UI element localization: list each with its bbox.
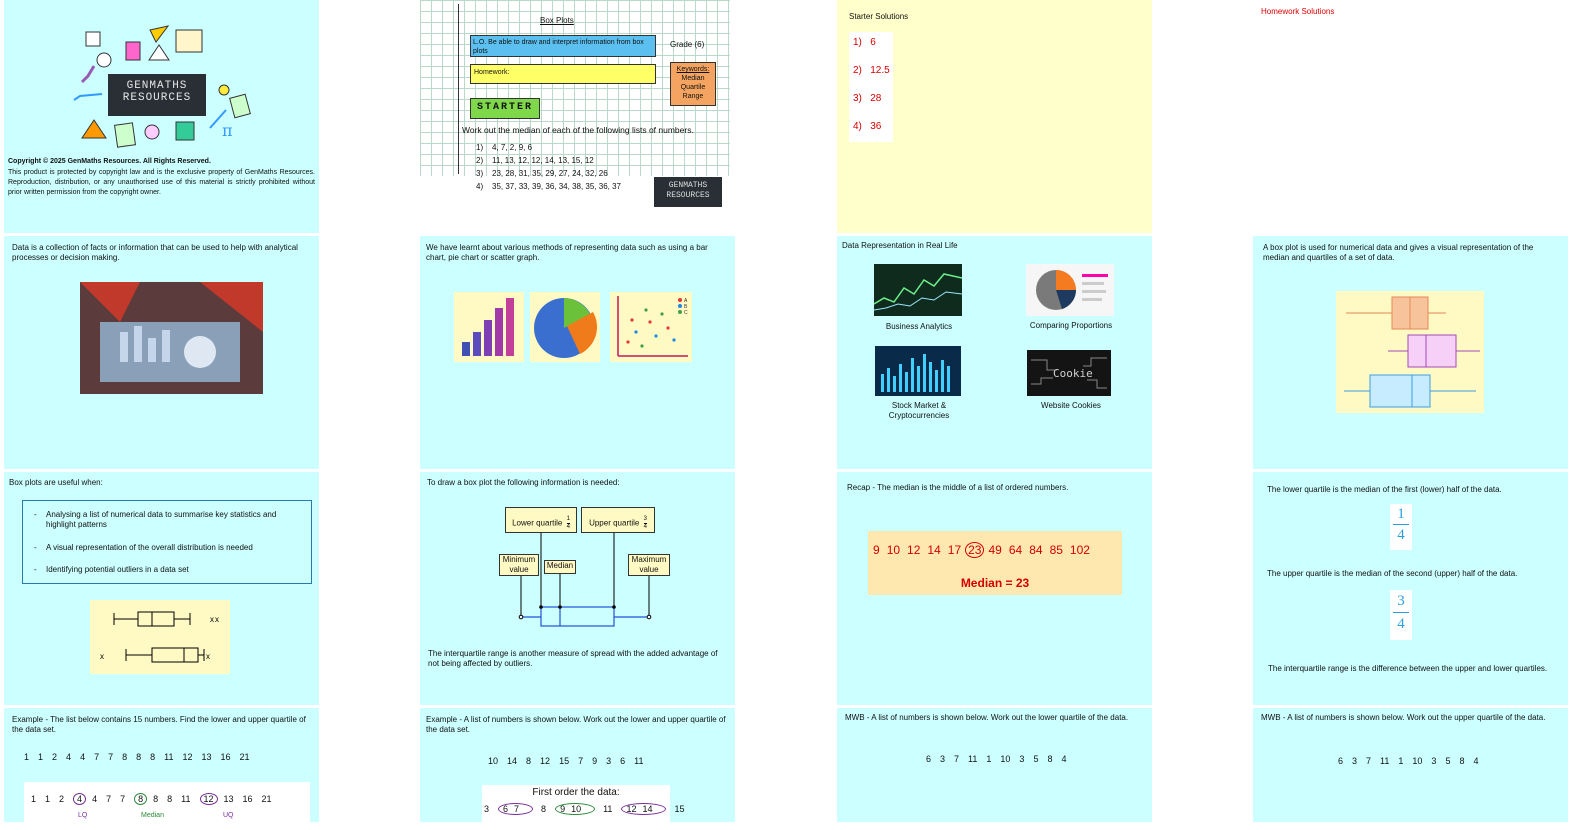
uq-circled: 12 bbox=[200, 793, 218, 805]
homework-box: Homework: bbox=[470, 64, 656, 84]
slide-median-recap bbox=[837, 472, 1152, 705]
homework-solutions-title: Homework Solutions bbox=[1261, 7, 1335, 16]
question-3: 3) 23, 28, 31, 35, 29, 27, 24, 32, 26 bbox=[476, 169, 608, 178]
bullet-2: - bbox=[34, 543, 37, 552]
comparing-proportions-image bbox=[1026, 264, 1114, 316]
lesson-title: Box Plots bbox=[540, 16, 574, 25]
median-pair: 9 10 bbox=[555, 803, 595, 815]
slide-mwb-lower bbox=[837, 708, 1152, 822]
ordered-number-list: 1 1 2 4 4 7 7 8 8 8 11 12 13 16 21 bbox=[31, 794, 272, 804]
margin-line bbox=[458, 4, 459, 174]
outlier-x1: x bbox=[210, 615, 214, 624]
minimum-label: Minimum value bbox=[499, 554, 539, 576]
starter-instruction: Work out the median of each of the following lists of numbers. bbox=[462, 125, 694, 135]
lower-quartile-label: Lower quartile $\frac{1}{4}$ bbox=[505, 507, 577, 533]
slide-quartiles bbox=[1253, 472, 1568, 705]
upper-quartile-label: Upper quartile $\frac{3}{4}$ bbox=[581, 507, 655, 533]
slide-starter bbox=[420, 0, 735, 233]
answer-4: 4) 36 bbox=[853, 121, 882, 132]
website-cookies-image bbox=[1027, 350, 1111, 396]
slide-data-representation bbox=[420, 236, 735, 469]
lq-frac-den: 4 bbox=[566, 524, 570, 530]
legend-a: A bbox=[684, 298, 688, 304]
median-label: Median bbox=[544, 560, 576, 574]
labelled-box-plot bbox=[420, 472, 735, 632]
bullet-text-2: A visual representation of the overall distribution is needed bbox=[46, 543, 253, 552]
first-order-label: First order the data: bbox=[532, 787, 620, 798]
mwb-lower-numbers: 6 3 7 11 1 10 3 5 8 4 bbox=[926, 754, 1067, 764]
fraction-three-quarters: 3 4 bbox=[1390, 590, 1412, 640]
bar-chart-icon bbox=[454, 292, 524, 362]
caption-business-analytics: Business Analytics bbox=[885, 322, 953, 331]
ordered-number-list-10: 3 6 7 8 9 10 11 12 14 15 bbox=[484, 804, 685, 814]
keywords-box: Keywords: Median Quartile Range bbox=[670, 62, 716, 106]
scatter-graph-icon bbox=[610, 292, 692, 362]
mwb-upper-numbers: 6 3 7 11 1 10 3 5 8 4 bbox=[1338, 756, 1479, 766]
slide-box-plot-uses bbox=[4, 472, 319, 705]
uq-frac-den: 4 bbox=[643, 524, 647, 530]
copyright-body: This product is protected by copyright law and is the exclusive property of GenMaths Resources. Reproduction, distribution, or any unauthorised use of this material is strictly prohibited without prior written permission from the copyright owner. bbox=[8, 169, 315, 196]
slide-title bbox=[4, 0, 319, 233]
slide-real-life bbox=[837, 236, 1152, 469]
bullet-text-3: Identifying potential outliers in a data set bbox=[46, 565, 189, 574]
representation-text: We have learnt about various methods of representing data such as using a bar chart, pie chart or scatter graph. bbox=[426, 243, 708, 262]
median-circled: 23 bbox=[965, 542, 984, 558]
uq-pair: 12 14 bbox=[621, 803, 666, 815]
recap-text: Recap - The median is the middle of a list of ordered numbers. bbox=[847, 483, 1069, 492]
median-result: Median = 23 bbox=[960, 576, 1030, 590]
question-1: 1) 4, 7, 2, 9, 6 bbox=[476, 143, 533, 152]
question-4: 4) 35, 37, 33, 39, 36, 34, 38, 35, 36, 37 bbox=[476, 182, 621, 191]
caption-stock-market: Stock Market & Cryptocurrencies bbox=[888, 401, 950, 420]
lq-pair: 6 7 bbox=[498, 803, 533, 815]
pie-chart-icon bbox=[530, 292, 600, 362]
median-label-15: Median bbox=[141, 812, 164, 819]
mwb-upper-text: MWB - A list of numbers is shown below. Work out the upper quartile of the data. bbox=[1261, 713, 1546, 722]
legend-c: C bbox=[684, 310, 688, 316]
slide-example-10 bbox=[420, 708, 735, 822]
slide-data-definition bbox=[4, 236, 319, 469]
outlier-x2: x bbox=[215, 615, 219, 624]
slide-homework-solutions bbox=[1253, 0, 1568, 233]
slide-starter-solutions bbox=[837, 0, 1152, 233]
svg-text:π: π bbox=[222, 121, 233, 140]
data-analysis-photo bbox=[80, 282, 263, 394]
slide-example-15 bbox=[4, 708, 319, 822]
lq-label: LQ bbox=[78, 812, 88, 819]
iqr-definition-text: The interquartile range is the difference between the upper and lower quartiles. bbox=[1268, 664, 1548, 673]
copyright-title: Copyright © 2025 GenMaths Resources. All Rights Reserved. bbox=[8, 158, 211, 165]
grade-label: Grade (6) bbox=[670, 40, 705, 49]
lq-frac-num: 1 bbox=[566, 516, 570, 522]
mwb-lower-text: MWB - A list of numbers is shown below. Work out the lower quartile of the data. bbox=[845, 713, 1129, 722]
box-plot-intro-text: A box plot is used for numerical data and gives a visual representation of the median and quartiles of a set of data. bbox=[1263, 243, 1534, 262]
legend-b: B bbox=[684, 304, 688, 310]
cookie-word: Cookie bbox=[1053, 367, 1093, 380]
caption-comparing-proportions: Comparing Proportions bbox=[1029, 321, 1113, 330]
stock-market-image bbox=[875, 346, 961, 396]
example-10-text: Example - A list of numbers is shown below. Work out the lower and upper quartile of the data set. bbox=[426, 715, 726, 734]
lq-circled: 4 bbox=[73, 793, 86, 805]
upper-quartile-text: The upper quartile is the median of the second (upper) half of the data. bbox=[1267, 569, 1518, 578]
lower-quartile-text: The lower quartile is the median of the first (lower) half of the data. bbox=[1267, 485, 1502, 494]
genmaths-logo-small: GENMATHS RESOURCES bbox=[654, 177, 722, 207]
uq-label: UQ bbox=[223, 812, 234, 819]
outlier-box-plots bbox=[90, 600, 230, 674]
iqr-advantage-text: The interquartile range is another measure of spread with the added advantage of not being affected by outliers. bbox=[428, 649, 718, 668]
box-plots-illustration bbox=[1336, 291, 1484, 413]
real-life-title: Data Representation in Real Life bbox=[842, 241, 958, 250]
answer-1: 1) 6 bbox=[853, 37, 876, 48]
raw-number-list-10: 10 14 8 12 15 7 9 3 6 11 bbox=[488, 756, 644, 766]
starter-label: STARTER bbox=[470, 98, 540, 119]
caption-website-cookies: Website Cookies bbox=[1041, 401, 1101, 410]
example-15-text: Example - The list below contains 15 numbers. Find the lower and upper quartile of the data set. bbox=[12, 715, 306, 734]
ordered-numbers: 9 10 12 14 17 23 49 64 84 85 102 bbox=[873, 543, 1090, 557]
slide-box-plot-intro bbox=[1253, 236, 1568, 469]
question-2: 2) 11, 13, 12, 12, 14, 13, 15, 12 bbox=[476, 156, 594, 165]
median-circled-15: 8 bbox=[134, 793, 147, 805]
data-definition-text: Data is a collection of facts or information that can be used to help with analytical processes or decision making. bbox=[12, 243, 298, 262]
outlier-x4: x bbox=[206, 652, 210, 661]
uses-title: Box plots are useful when: bbox=[9, 478, 103, 487]
fraction-one-quarter: 1 4 bbox=[1390, 504, 1412, 550]
uq-frac-num: 3 bbox=[643, 516, 647, 522]
raw-number-list: 1 1 2 4 4 7 7 8 8 8 11 12 13 16 21 bbox=[24, 752, 250, 762]
solutions-title: Starter Solutions bbox=[849, 12, 909, 21]
parts-title: To draw a box plot the following information is needed: bbox=[427, 478, 620, 487]
answer-3: 3) 28 bbox=[853, 93, 882, 104]
learning-objective: L.O. Be able to draw and interpret information from box plots bbox=[470, 35, 656, 57]
outlier-x3: x bbox=[100, 652, 104, 661]
bullet-1: - bbox=[34, 510, 37, 519]
bullet-text-1: Analysing a list of numerical data to summarise key statistics and highlight patterns bbox=[46, 510, 277, 529]
answer-2: 2) 12.5 bbox=[853, 65, 890, 76]
bullet-3: - bbox=[34, 565, 37, 574]
slide-mwb-upper bbox=[1253, 708, 1568, 822]
genmaths-logo: GENMATHS RESOURCES bbox=[108, 74, 206, 116]
business-analytics-image bbox=[874, 264, 962, 316]
maximum-label: Maximum value bbox=[628, 554, 670, 576]
slide-box-plot-parts bbox=[420, 472, 735, 705]
